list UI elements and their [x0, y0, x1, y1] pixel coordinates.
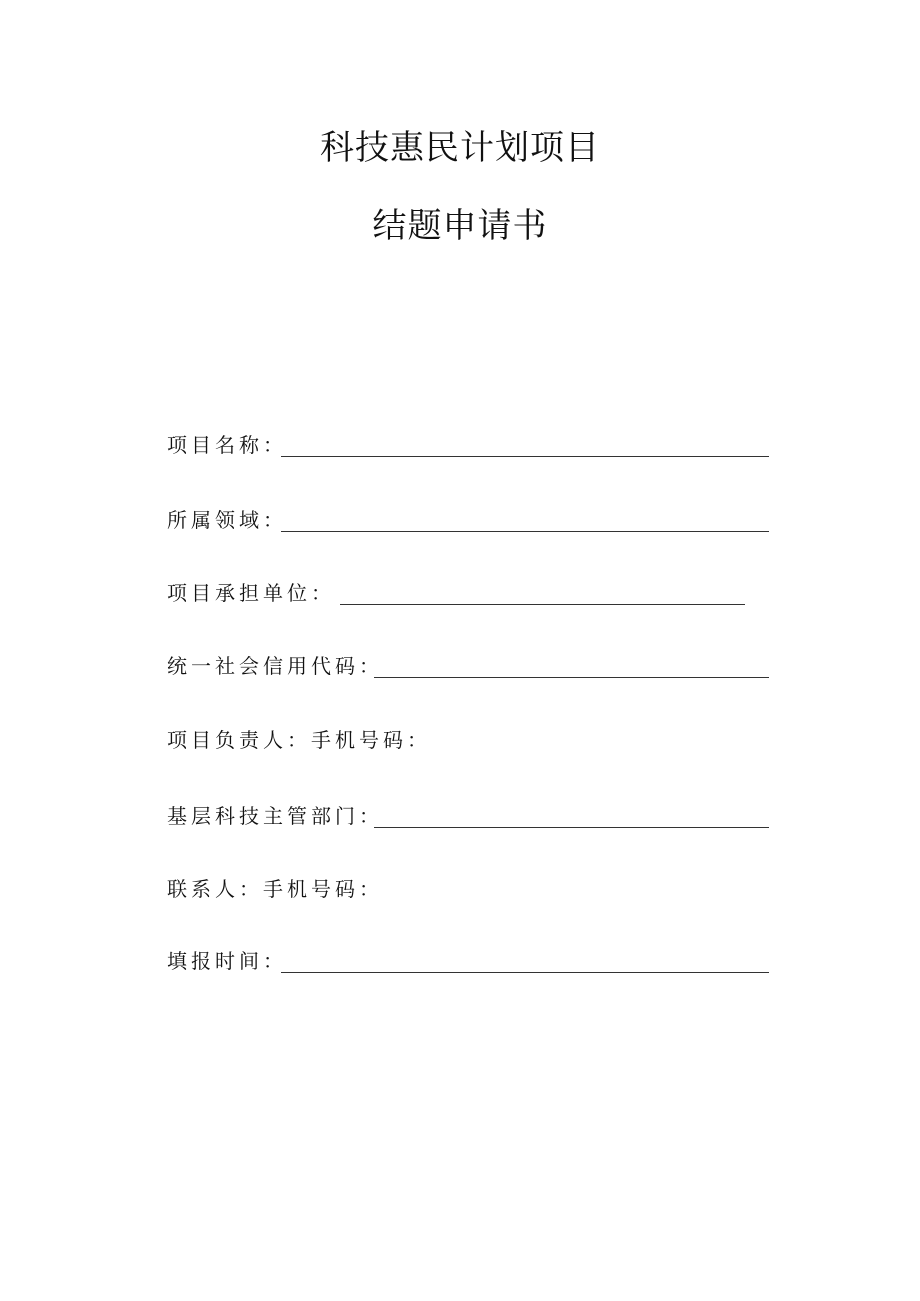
undertaking-unit-blank[interactable]	[340, 604, 745, 605]
fill-time-blank[interactable]	[281, 972, 769, 973]
credit-code-row	[167, 651, 769, 681]
document-title: 科技惠民计划项目	[320, 128, 600, 168]
grassroots-dept-blank[interactable]	[374, 827, 769, 828]
fill-time-label: 填报时间：	[167, 949, 287, 973]
document-subtitle: 结题申请书	[372, 206, 548, 246]
contact-label: 联系人：手机号码：	[167, 877, 383, 901]
fill-time-row	[167, 946, 769, 976]
undertaking-unit-label: 项目承担单位：	[167, 581, 335, 605]
grassroots-dept-row	[167, 801, 769, 831]
domain-blank[interactable]	[281, 531, 769, 532]
domain-row	[167, 505, 769, 535]
credit-code-blank[interactable]	[374, 677, 769, 678]
leader-label: 项目负责人：手机号码：	[167, 728, 431, 752]
credit-code-label: 统一社会信用代码：	[167, 654, 383, 678]
project-name-blank[interactable]	[281, 456, 769, 457]
undertaking-unit-row	[167, 578, 747, 608]
project-name-row	[167, 430, 769, 460]
contact-row	[167, 874, 769, 904]
leader-row	[167, 725, 769, 755]
grassroots-dept-label: 基层科技主管部门：	[167, 804, 383, 828]
domain-label: 所属领域：	[167, 508, 287, 532]
project-name-label: 项目名称：	[167, 433, 287, 457]
